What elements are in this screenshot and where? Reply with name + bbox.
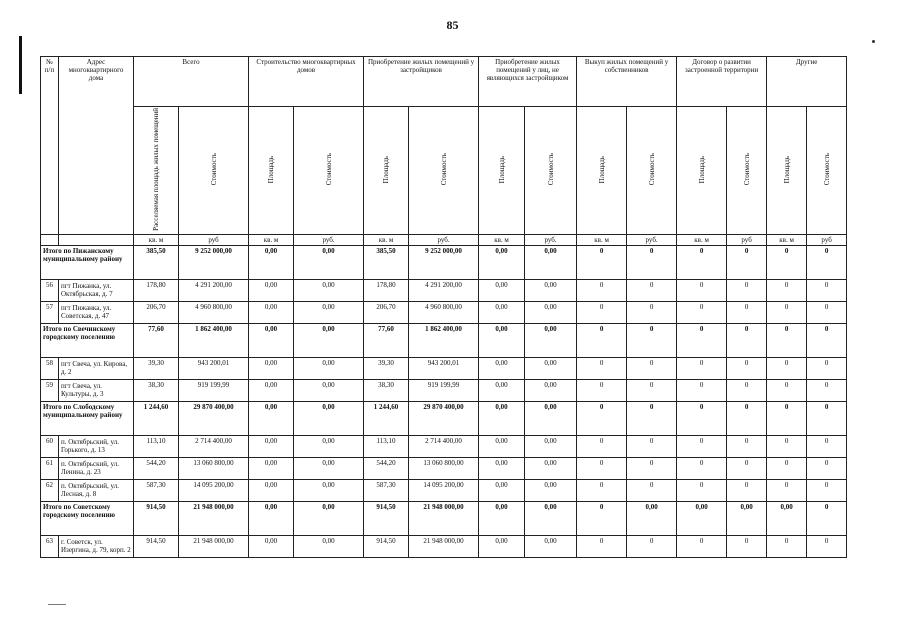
- value-cell: 21 948 000,00: [409, 535, 479, 557]
- value-cell: 0,00: [249, 357, 294, 379]
- value-cell: 0: [807, 457, 847, 479]
- value-cell: 4 960 800,00: [409, 301, 479, 323]
- subheader-other-cost: Стоимость: [807, 107, 847, 235]
- summary-label: Итого по Свечинскому городскому поселению: [41, 323, 134, 357]
- row-address: п. Октябрьский, ул. Горького, д. 13: [59, 435, 134, 457]
- value-cell: 0: [767, 357, 807, 379]
- value-cell: 21 948 000,00: [179, 535, 249, 557]
- value-cell: 0: [767, 401, 807, 435]
- value-cell: 0: [627, 357, 677, 379]
- value-cell: 2 714 400,00: [409, 435, 479, 457]
- unit-cell: кв. м: [364, 234, 409, 245]
- value-cell: 0: [807, 357, 847, 379]
- header-construction: Строительство многоквартирных домов: [249, 57, 364, 107]
- value-cell: 4 960 800,00: [179, 301, 249, 323]
- value-cell: 39,30: [134, 357, 179, 379]
- summary-label: Итого по Советскому городскому поселению: [41, 501, 134, 535]
- subheader-acq-nondev-area: Площадь: [479, 107, 525, 235]
- margin-rule: [19, 36, 22, 94]
- value-cell: 0,00: [294, 479, 364, 501]
- value-cell: 919 199,99: [179, 379, 249, 401]
- header-total: Всего: [134, 57, 249, 107]
- value-cell: 0: [807, 401, 847, 435]
- value-cell: 14 095 200,00: [409, 479, 479, 501]
- value-cell: 0: [727, 435, 767, 457]
- value-cell: 0: [807, 279, 847, 301]
- value-cell: 544,20: [134, 457, 179, 479]
- value-cell: 0,00: [479, 323, 525, 357]
- value-cell: 0: [677, 245, 727, 279]
- value-cell: 0,00: [294, 501, 364, 535]
- value-cell: 0,00: [249, 457, 294, 479]
- value-cell: 0: [807, 535, 847, 557]
- value-cell: 0: [727, 279, 767, 301]
- value-cell: 0,00: [525, 301, 577, 323]
- value-cell: 0,00: [677, 501, 727, 535]
- value-cell: 0: [807, 245, 847, 279]
- value-cell: 0,00: [525, 435, 577, 457]
- value-cell: 0,00: [525, 379, 577, 401]
- value-cell: 0: [627, 401, 677, 435]
- header-other: Другие: [767, 57, 847, 107]
- value-cell: 0,00: [525, 279, 577, 301]
- value-cell: 0: [627, 535, 677, 557]
- value-cell: 0: [677, 379, 727, 401]
- value-cell: 0: [677, 279, 727, 301]
- value-cell: 0: [677, 301, 727, 323]
- value-cell: 0: [577, 401, 627, 435]
- subheader-acq-dev-area: Площадь: [364, 107, 409, 235]
- value-cell: 1 862 400,00: [179, 323, 249, 357]
- value-cell: 0: [767, 245, 807, 279]
- table-row: [41, 435, 847, 457]
- unit-cell: кв. м: [249, 234, 294, 245]
- unit-cell: руб.: [294, 234, 364, 245]
- value-cell: 0: [577, 323, 627, 357]
- value-cell: 0,00: [479, 357, 525, 379]
- value-cell: 0: [677, 535, 727, 557]
- value-cell: 0: [767, 457, 807, 479]
- value-cell: 914,50: [364, 501, 409, 535]
- value-cell: 0: [677, 401, 727, 435]
- value-cell: 0,00: [525, 479, 577, 501]
- value-cell: 0: [627, 479, 677, 501]
- row-number: 59: [41, 379, 59, 401]
- table-row: [41, 479, 847, 501]
- value-cell: 0,00: [525, 501, 577, 535]
- value-cell: 385,50: [134, 245, 179, 279]
- value-cell: 0: [677, 357, 727, 379]
- value-cell: 0,00: [249, 379, 294, 401]
- value-cell: 0: [627, 301, 677, 323]
- value-cell: 0,00: [249, 245, 294, 279]
- value-cell: 0,00: [249, 323, 294, 357]
- value-cell: 587,30: [134, 479, 179, 501]
- value-cell: 0,00: [294, 535, 364, 557]
- value-cell: 178,80: [134, 279, 179, 301]
- value-cell: 0,00: [294, 457, 364, 479]
- value-cell: 0: [807, 435, 847, 457]
- unit-cell: кв. м: [577, 234, 627, 245]
- subheader-total-cost: Стоимость: [179, 107, 249, 235]
- value-cell: 77,60: [134, 323, 179, 357]
- value-cell: 0: [577, 535, 627, 557]
- value-cell: 919 199,99: [409, 379, 479, 401]
- value-cell: 0: [677, 323, 727, 357]
- value-cell: 0,00: [294, 323, 364, 357]
- value-cell: 0,00: [525, 535, 577, 557]
- value-cell: 0: [807, 323, 847, 357]
- header-territory: Договор о развитии застроенной территории: [677, 57, 767, 107]
- value-cell: 39,30: [364, 357, 409, 379]
- value-cell: 0: [577, 245, 627, 279]
- value-cell: 943 200,01: [179, 357, 249, 379]
- value-cell: 0,00: [727, 501, 767, 535]
- housing-resettlement-table: [40, 56, 847, 558]
- row-number: 60: [41, 435, 59, 457]
- value-cell: 1 862 400,00: [409, 323, 479, 357]
- value-cell: 1 244,60: [134, 401, 179, 435]
- value-cell: 0,00: [479, 501, 525, 535]
- value-cell: 0: [627, 379, 677, 401]
- value-cell: 0,00: [479, 301, 525, 323]
- value-cell: 0: [727, 479, 767, 501]
- value-cell: 0,00: [249, 401, 294, 435]
- value-cell: 0: [627, 245, 677, 279]
- value-cell: 914,50: [134, 501, 179, 535]
- row-number: 63: [41, 535, 59, 557]
- unit-cell: руб.: [525, 234, 577, 245]
- unit-cell: кв. м: [767, 234, 807, 245]
- row-address: г. Советск, ул. Изергина, д. 79, корп. 2: [59, 535, 134, 557]
- value-cell: 0: [627, 435, 677, 457]
- value-cell: 0,00: [767, 501, 807, 535]
- subheader-territory-area: Площадь: [677, 107, 727, 235]
- value-cell: 0: [807, 501, 847, 535]
- value-cell: 0: [727, 245, 767, 279]
- value-cell: 0: [577, 501, 627, 535]
- value-cell: 0: [577, 457, 627, 479]
- value-cell: 0: [767, 435, 807, 457]
- subheader-acq-dev-cost: Стоимость: [409, 107, 479, 235]
- header-acq-non-developers: Приобретение жилых помещений у лиц, не являющихся застройщиком: [479, 57, 577, 107]
- subheader-other-area: Площадь: [767, 107, 807, 235]
- value-cell: 0: [577, 435, 627, 457]
- header-acq-developers: Приобретение жилых помещений у застройщиков: [364, 57, 479, 107]
- row-number: 57: [41, 301, 59, 323]
- table-row: [41, 301, 847, 323]
- subheader-territory-cost: Стоимость: [727, 107, 767, 235]
- header-buyout: Выкуп жилых помещений у собственников: [577, 57, 677, 107]
- header-num: № п/п: [41, 57, 59, 235]
- value-cell: 0,00: [249, 535, 294, 557]
- table-row: [41, 535, 847, 557]
- value-cell: 0: [727, 301, 767, 323]
- value-cell: 385,50: [364, 245, 409, 279]
- value-cell: 77,60: [364, 323, 409, 357]
- row-number: 61: [41, 457, 59, 479]
- summary-row: [41, 501, 847, 535]
- value-cell: 0: [627, 323, 677, 357]
- value-cell: 206,70: [364, 301, 409, 323]
- unit-cell: кв. м: [677, 234, 727, 245]
- value-cell: 943 200,01: [409, 357, 479, 379]
- row-address: пгт Пижанка, ул. Советская, д. 47: [59, 301, 134, 323]
- summary-row: [41, 323, 847, 357]
- value-cell: 0: [577, 279, 627, 301]
- value-cell: 9 252 000,00: [179, 245, 249, 279]
- unit-cell: руб.: [627, 234, 677, 245]
- value-cell: 587,30: [364, 479, 409, 501]
- value-cell: 0: [767, 379, 807, 401]
- row-address: пгт Пижанка, ул. Октябрьская, д. 7: [59, 279, 134, 301]
- value-cell: 0: [767, 479, 807, 501]
- value-cell: 0: [627, 279, 677, 301]
- scan-mark: [872, 40, 875, 43]
- value-cell: 0,00: [294, 301, 364, 323]
- summary-label: Итого по Слободскому муниципальному району: [41, 401, 134, 435]
- summary-row: [41, 401, 847, 435]
- value-cell: 0,00: [479, 535, 525, 557]
- row-address: пгт Свеча, ул. Кирова, д. 2: [59, 357, 134, 379]
- value-cell: 0,00: [249, 479, 294, 501]
- value-cell: 0,00: [479, 245, 525, 279]
- value-cell: 21 948 000,00: [409, 501, 479, 535]
- value-cell: 0: [807, 379, 847, 401]
- value-cell: 0,00: [525, 401, 577, 435]
- value-cell: 0,00: [294, 245, 364, 279]
- value-cell: 0: [677, 435, 727, 457]
- value-cell: 0,00: [294, 435, 364, 457]
- value-cell: 0: [577, 479, 627, 501]
- row-number: 58: [41, 357, 59, 379]
- value-cell: 1 244,60: [364, 401, 409, 435]
- row-address: п. Октябрьский, ул. Лесная, д. 8: [59, 479, 134, 501]
- subheader-acq-nondev-cost: Стоимость: [525, 107, 577, 235]
- value-cell: 0: [677, 479, 727, 501]
- value-cell: 0: [577, 379, 627, 401]
- value-cell: 0,00: [294, 279, 364, 301]
- value-cell: 0: [727, 379, 767, 401]
- value-cell: 38,30: [134, 379, 179, 401]
- value-cell: 21 948 000,00: [179, 501, 249, 535]
- row-address: п. Октябрьский, ул. Ленина, д. 23: [59, 457, 134, 479]
- value-cell: 113,10: [134, 435, 179, 457]
- value-cell: 0,00: [249, 435, 294, 457]
- value-cell: 38,30: [364, 379, 409, 401]
- value-cell: 4 291 200,00: [409, 279, 479, 301]
- unit-cell: руб: [179, 234, 249, 245]
- unit-empty: [41, 234, 59, 245]
- value-cell: 0,00: [479, 435, 525, 457]
- unit-cell: руб.: [409, 234, 479, 245]
- page-number: 85: [446, 18, 459, 32]
- value-cell: 0: [767, 279, 807, 301]
- value-cell: 13 060 800,00: [409, 457, 479, 479]
- value-cell: 0,00: [249, 301, 294, 323]
- subheader-buyout-area: Площадь: [577, 107, 627, 235]
- subheader-buyout-cost: Стоимость: [627, 107, 677, 235]
- scan-mark-bottom: [48, 604, 66, 605]
- value-cell: 0,00: [627, 501, 677, 535]
- value-cell: 0,00: [525, 357, 577, 379]
- value-cell: 0,00: [294, 357, 364, 379]
- table-row: [41, 379, 847, 401]
- value-cell: 29 870 400,00: [179, 401, 249, 435]
- value-cell: 0: [767, 301, 807, 323]
- value-cell: 0,00: [479, 479, 525, 501]
- value-cell: 178,80: [364, 279, 409, 301]
- value-cell: 0: [727, 535, 767, 557]
- table-row: [41, 457, 847, 479]
- value-cell: 544,20: [364, 457, 409, 479]
- value-cell: 0: [807, 301, 847, 323]
- value-cell: 13 060 800,00: [179, 457, 249, 479]
- table-row: [41, 279, 847, 301]
- value-cell: 0: [627, 457, 677, 479]
- row-number: 56: [41, 279, 59, 301]
- subheader-construction-cost: Стоимость: [294, 107, 364, 235]
- value-cell: 0,00: [479, 401, 525, 435]
- value-cell: 0,00: [294, 401, 364, 435]
- row-number: 62: [41, 479, 59, 501]
- row-address: пгт Свеча, ул. Культуры, д. 3: [59, 379, 134, 401]
- value-cell: 206,70: [134, 301, 179, 323]
- value-cell: 0: [727, 457, 767, 479]
- value-cell: 914,50: [364, 535, 409, 557]
- value-cell: 2 714 400,00: [179, 435, 249, 457]
- value-cell: 29 870 400,00: [409, 401, 479, 435]
- header-address: Адрес многоквартирного дома: [59, 57, 134, 235]
- unit-empty: [59, 234, 134, 245]
- unit-cell: кв. м: [479, 234, 525, 245]
- value-cell: 0,00: [525, 457, 577, 479]
- subheader-total-area: Расселяемая площадь жилых помещений: [134, 107, 179, 235]
- value-cell: 0: [727, 323, 767, 357]
- value-cell: 0,00: [479, 279, 525, 301]
- summary-label: Итого по Пижанскому муниципальному району: [41, 245, 134, 279]
- value-cell: 0,00: [525, 323, 577, 357]
- value-cell: 0,00: [249, 279, 294, 301]
- unit-cell: руб: [807, 234, 847, 245]
- value-cell: 0,00: [479, 379, 525, 401]
- value-cell: 0: [807, 479, 847, 501]
- value-cell: 0,00: [249, 501, 294, 535]
- value-cell: 914,50: [134, 535, 179, 557]
- value-cell: 0: [767, 323, 807, 357]
- value-cell: 0: [677, 457, 727, 479]
- value-cell: 0,00: [479, 457, 525, 479]
- value-cell: 0: [767, 535, 807, 557]
- value-cell: 4 291 200,00: [179, 279, 249, 301]
- table-row: [41, 357, 847, 379]
- summary-row: [41, 245, 847, 279]
- value-cell: 0: [577, 301, 627, 323]
- value-cell: 0: [727, 357, 767, 379]
- value-cell: 0,00: [294, 379, 364, 401]
- value-cell: 0: [577, 357, 627, 379]
- value-cell: 113,10: [364, 435, 409, 457]
- value-cell: 9 252 000,00: [409, 245, 479, 279]
- subheader-construction-area: Площадь: [249, 107, 294, 235]
- value-cell: 0: [727, 401, 767, 435]
- value-cell: 14 095 200,00: [179, 479, 249, 501]
- unit-cell: кв. м: [134, 234, 179, 245]
- unit-cell: руб: [727, 234, 767, 245]
- value-cell: 0,00: [525, 245, 577, 279]
